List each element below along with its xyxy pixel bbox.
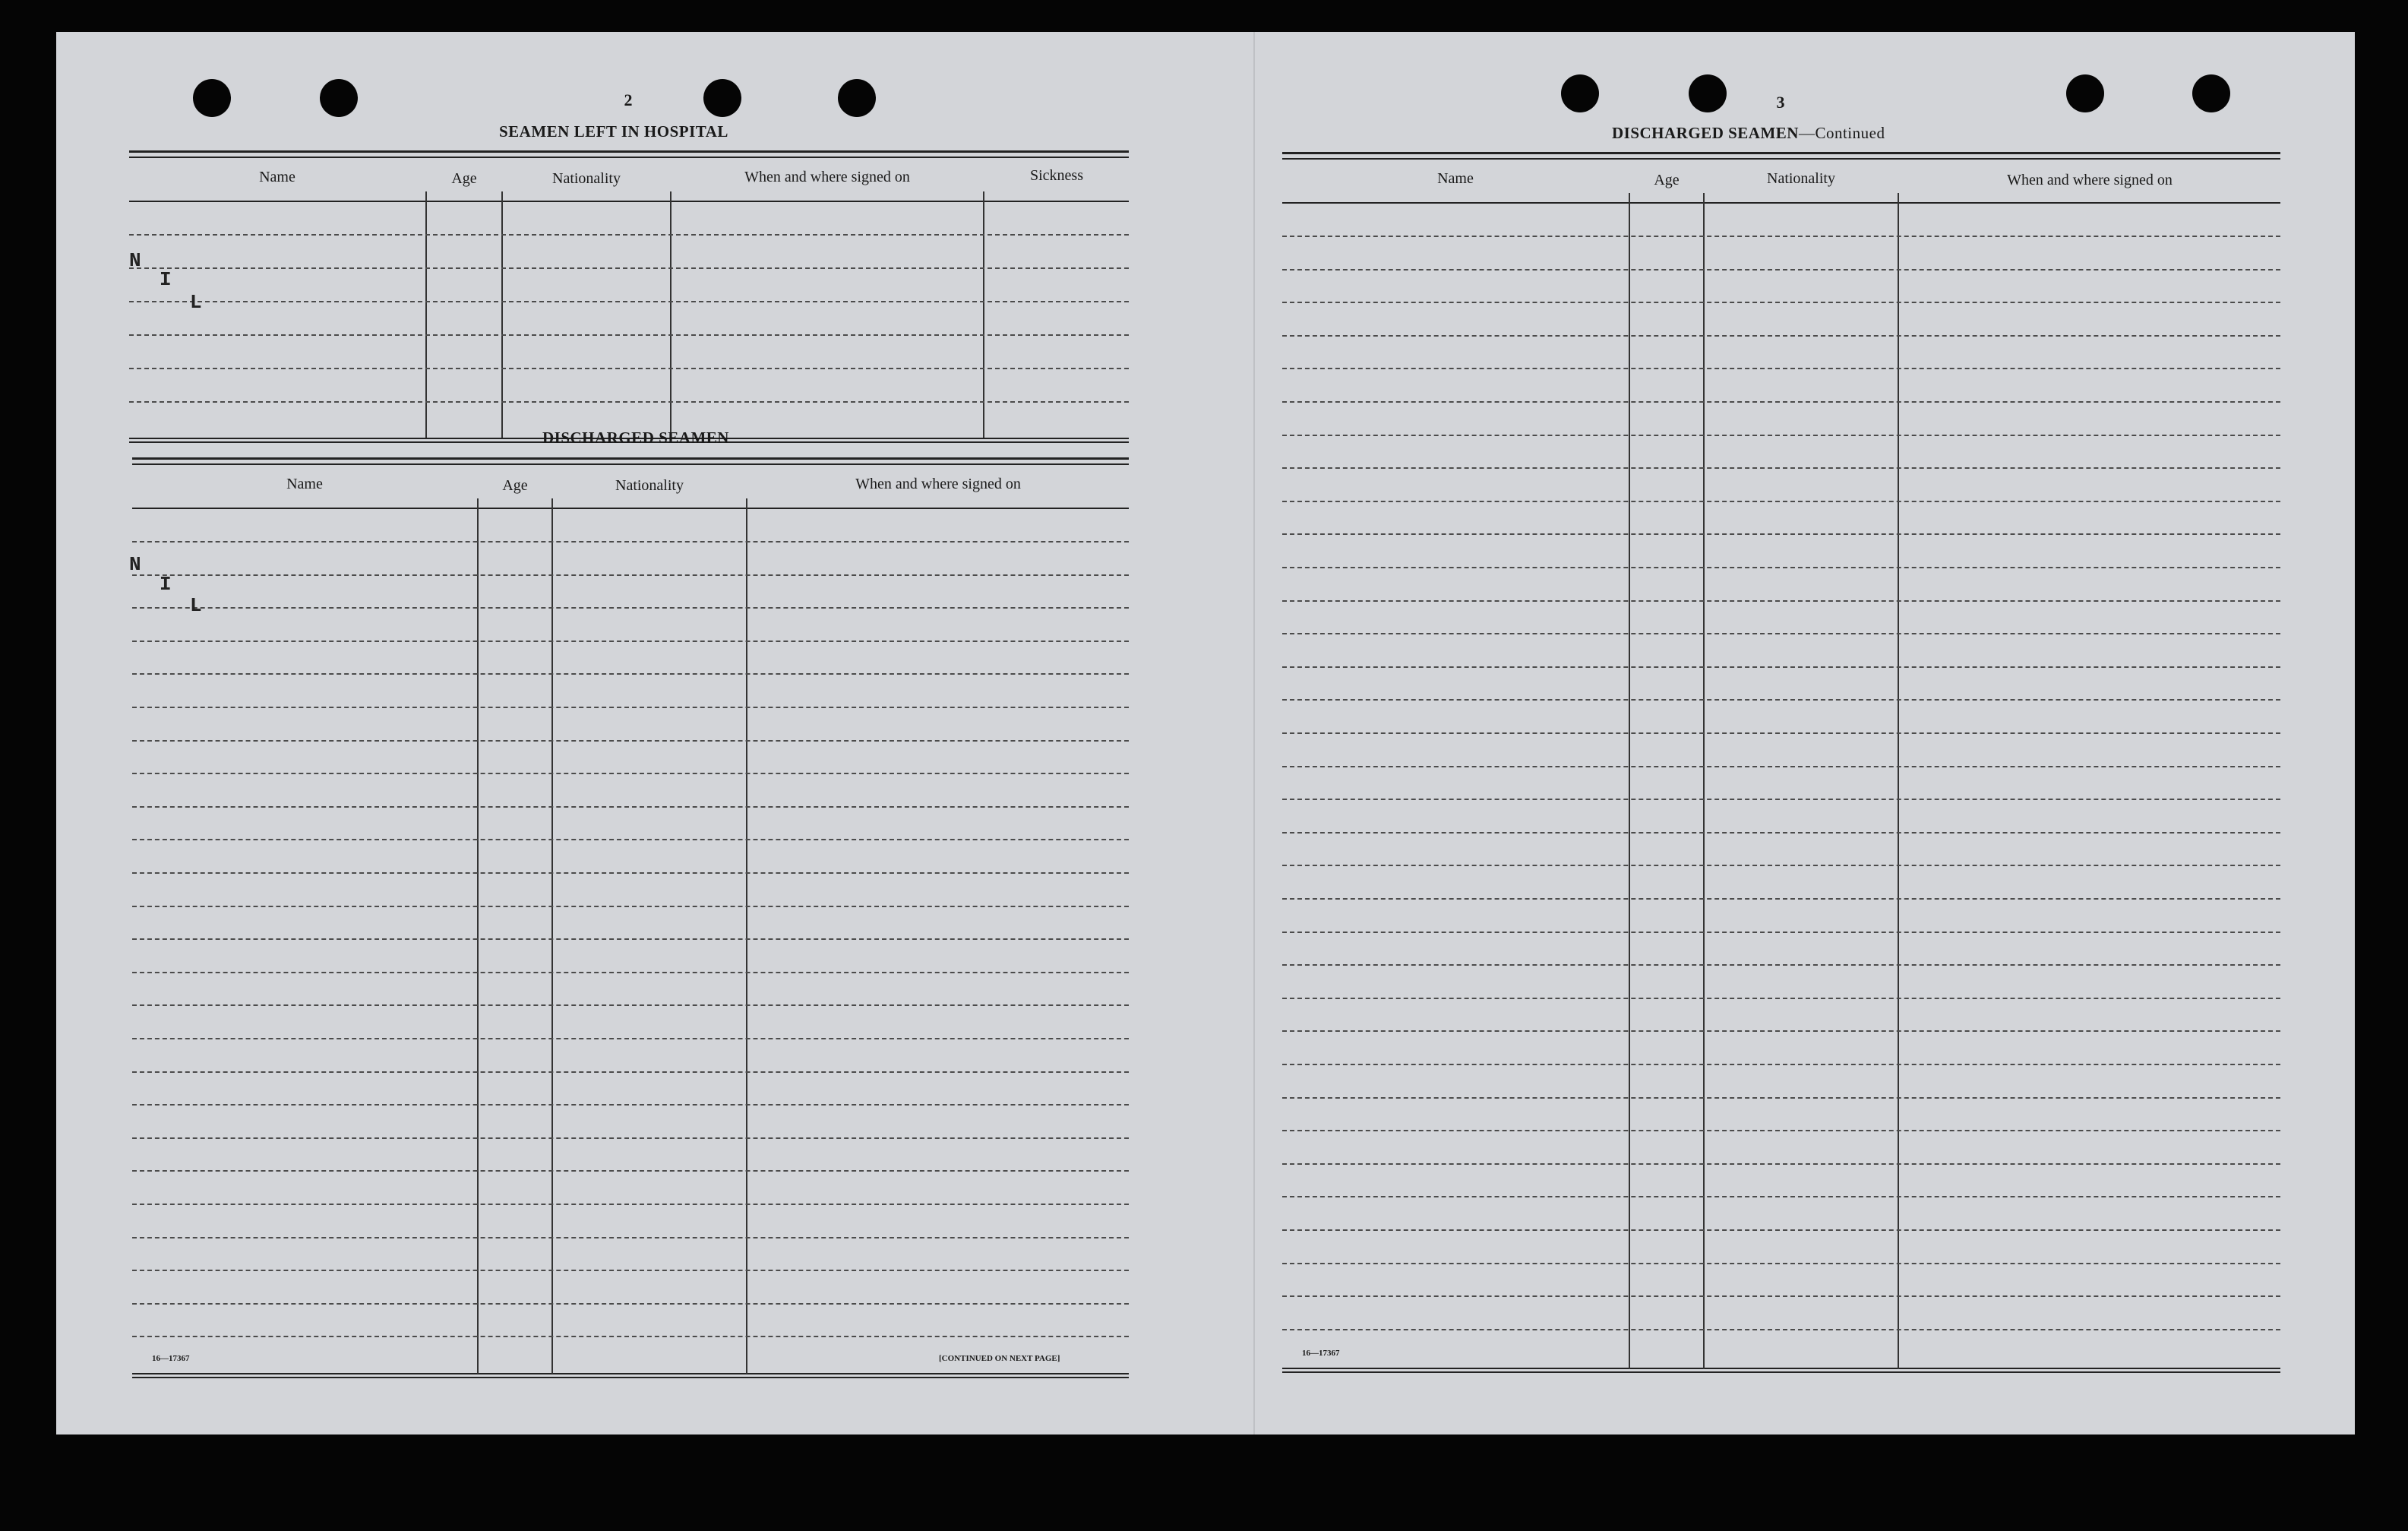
binder-hole (2066, 74, 2104, 112)
form-number: 16—17367 (1302, 1349, 1340, 1358)
form-number: 16—17367 (152, 1354, 190, 1363)
binder-hole (1689, 74, 1727, 112)
ruled-line (132, 839, 1129, 840)
ruled-line (132, 906, 1129, 907)
column-header-sickness: Sickness (1030, 167, 1083, 184)
column-header-signed-on: When and where signed on (2007, 172, 2173, 188)
column-header-nationality: Nationality (615, 477, 684, 494)
ruled-line (1282, 732, 2280, 734)
binder-hole (320, 79, 358, 117)
ruled-line (1282, 1097, 2280, 1099)
title-main: DISCHARGED SEAMEN (1612, 124, 1799, 142)
discharged-continued-title (1612, 124, 1885, 143)
ruled-line (1282, 865, 2280, 866)
ruled-line (1282, 236, 2280, 237)
ruled-line (132, 773, 1129, 774)
entry-letter: L (190, 291, 202, 314)
ruled-line (1282, 1064, 2280, 1065)
column-header-age: Age (502, 477, 528, 494)
title-suffix: —Continued (1798, 124, 1885, 142)
binder-hole (838, 79, 876, 117)
ruled-line (1282, 1163, 2280, 1165)
page-number-left: 2 (624, 90, 633, 109)
ruled-line (132, 1336, 1129, 1337)
ruled-line (132, 1270, 1129, 1271)
ruled-line (132, 1170, 1129, 1172)
entry-letter: N (129, 553, 141, 576)
ruled-line (1282, 799, 2280, 800)
discharged-continued-table (1282, 152, 2280, 1374)
ruled-line (1282, 600, 2280, 602)
ruled-line (1282, 368, 2280, 369)
ruled-line (132, 938, 1129, 940)
discharged-table (129, 457, 1129, 1378)
ruled-line (1282, 1263, 2280, 1264)
ruled-line (132, 574, 1129, 576)
column-header-name: Name (1437, 170, 1474, 187)
ruled-line (132, 1104, 1129, 1106)
entry-letter: L (190, 594, 202, 617)
page-fold (1253, 32, 1255, 1435)
ruled-line (132, 806, 1129, 808)
ruled-line (1282, 567, 2280, 568)
discharged-section-title: DISCHARGED SEAMEN (542, 429, 729, 447)
ruled-line (1282, 335, 2280, 337)
document-sheet (56, 32, 2355, 1435)
binder-hole (1561, 74, 1599, 112)
continued-note: [CONTINUED ON NEXT PAGE] (939, 1354, 1060, 1363)
ruled-line (1282, 1295, 2280, 1297)
hospital-table (129, 150, 1129, 444)
hospital-section-title: SEAMEN LEFT IN HOSPITAL (499, 122, 728, 141)
ruled-line (132, 1204, 1129, 1205)
column-header-name: Name (259, 169, 295, 185)
ruled-line (1282, 699, 2280, 701)
ruled-line (1282, 964, 2280, 966)
column-header-signed-on: When and where signed on (855, 476, 1021, 492)
ruled-line (1282, 501, 2280, 502)
ruled-line (132, 872, 1129, 874)
ruled-line (1282, 467, 2280, 469)
ruled-line (132, 607, 1129, 609)
ruled-line (1282, 998, 2280, 999)
binder-hole (193, 79, 231, 117)
ruled-line (132, 1004, 1129, 1006)
ruled-line (132, 673, 1129, 675)
ruled-line (1282, 633, 2280, 634)
ruled-line (1282, 533, 2280, 535)
ruled-line (1282, 832, 2280, 834)
ruled-line (1282, 666, 2280, 668)
ruled-line (132, 641, 1129, 642)
ruled-line (1282, 435, 2280, 436)
page-number-right: 3 (1776, 93, 1785, 112)
ruled-line (1282, 898, 2280, 900)
binder-hole (703, 79, 741, 117)
ruled-line (132, 740, 1129, 742)
ruled-line (132, 1137, 1129, 1139)
ruled-line (132, 1071, 1129, 1073)
ruled-line (1282, 1229, 2280, 1231)
ruled-line (1282, 401, 2280, 403)
entry-letter: I (160, 573, 172, 596)
column-header-name: Name (286, 476, 323, 492)
ruled-line (1282, 1196, 2280, 1197)
column-header-signed-on: When and where signed on (744, 169, 910, 185)
ruled-line (1282, 1030, 2280, 1032)
ruled-line (1282, 1329, 2280, 1330)
ruled-line (132, 541, 1129, 542)
ruled-line (1282, 766, 2280, 767)
ruled-line (132, 1303, 1129, 1305)
binder-hole (2192, 74, 2230, 112)
entry-letter: I (160, 268, 172, 291)
ruled-line (132, 1237, 1129, 1238)
column-header-nationality: Nationality (1767, 170, 1835, 187)
column-header-nationality: Nationality (552, 170, 621, 187)
column-header-age: Age (1654, 172, 1680, 188)
ruled-line (1282, 932, 2280, 933)
ruled-line (132, 707, 1129, 708)
ruled-line (1282, 302, 2280, 303)
ruled-line (1282, 269, 2280, 270)
column-header-age: Age (451, 170, 477, 187)
ruled-line (1282, 1130, 2280, 1131)
entry-letter: N (129, 249, 141, 272)
ruled-line (132, 972, 1129, 973)
ruled-line (132, 1038, 1129, 1039)
